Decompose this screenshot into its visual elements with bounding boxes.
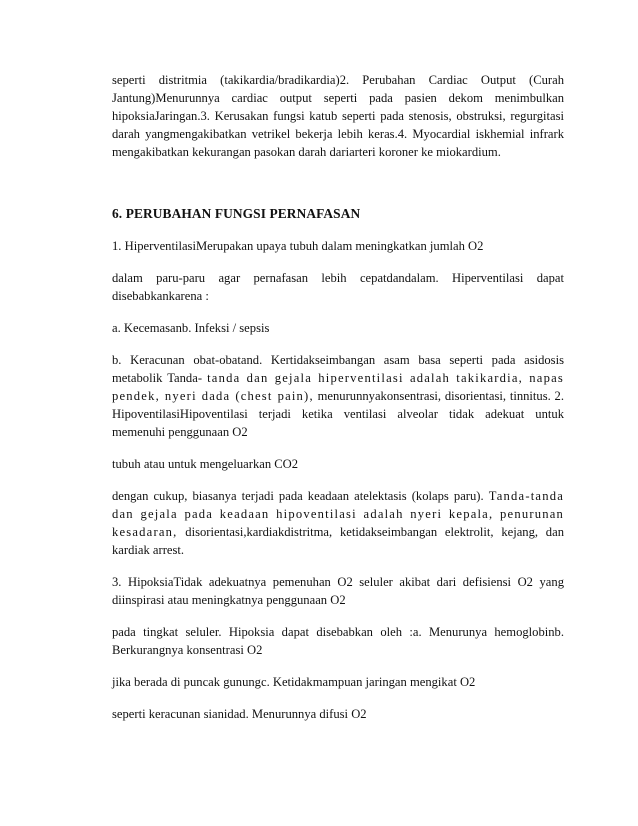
hipoventilasi-definition: menurunnyakonsentrasi, disorientasi, tinnitus. 2. HipoventilasiHipoventilasi terjadi ketika ventilasi alveolar tidak adekuat untuk memenuhi penggunaan O2 — [112, 389, 564, 439]
hipoventilasi-paragraph — [112, 351, 564, 441]
hiperventilasi-cause-paragraph: dalam paru-paru agar pernafasan lebih cepatdandalam. Hiperventilasi dapat disebabkankarena : — [112, 271, 564, 303]
hipoventilasi-signs-continued: disorientasi,kardiakdistritma, ketidakseimbangan elektrolit, kejang, dan kardiak arrest. — [112, 525, 564, 557]
intro-paragraph: seperti distritmia (takikardia/bradikardia)2. Perubahan Cardiac Output (Curah Jantung)Menurunnya cardiac output seperti pada pasien dekom menimbulkan hipoksiaJaringan.3. Kerusakan fungsi katub seperti pada stenosis, obstruksi, regurgitasi darah yangmengakibatkan vetrikel bekerja lebih keras.4. Myocardial iskhemial infrark mengakibatkan kekurangan pasokan darah dariarteri koroner ke miokardium. — [112, 73, 564, 159]
hiperventilasi-signs: tanda dan gejala hiperventilasi adalah takikardia, napas pendek, nyeri dada (chest pain), — [112, 371, 564, 403]
cause-list-b: b. Keracunan obat-obatand. Kertidakseimbangan asam basa seperti pada asidosis metabolik Tanda- — [112, 353, 564, 385]
hipoventilasi-signs-paragraph — [112, 487, 564, 559]
hipoventilasi-signs: Tanda-tanda dan gejala pada keadaan hipoventilasi adalah nyeri kepala, penurunan kesadaran, — [112, 489, 564, 539]
section-heading: 6. PERUBAHAN FUNGSI PERNAFASAN — [112, 206, 361, 221]
hiperventilasi-paragraph: 1. HiperventilasiMerupakan upaya tubuh dalam meningkatkan jumlah O2 — [112, 239, 484, 253]
hipoksia-causes-paragraph: pada tingkat seluler. Hipoksia dapat disebabkan oleh :a. Menurunya hemoglobinb. Berkurangnya konsentrasi O2 — [112, 625, 564, 657]
puncak-gunung-paragraph: jika berada di puncak gunungc. Ketidakmampuan jaringan mengikat O2 — [112, 675, 476, 689]
sianida-paragraph: seperti keracunan sianidad. Menurunnya difusi O2 — [112, 707, 367, 721]
hipoksia-paragraph: 3. HipoksiaTidak adekuatnya pemenuhan O2 seluler akibat dari defisiensi O2 yang diinspirasi atau meningkatnya penggunaan O2 — [112, 575, 564, 607]
cause-list-a: a. Kecemasanb. Infeksi / sepsis — [112, 321, 270, 335]
co2-paragraph: tubuh atau untuk mengeluarkan CO2 — [112, 457, 299, 471]
atelektasis-text: dengan cukup, biasanya terjadi pada keadaan atelektasis (kolaps paru). — [112, 489, 484, 503]
